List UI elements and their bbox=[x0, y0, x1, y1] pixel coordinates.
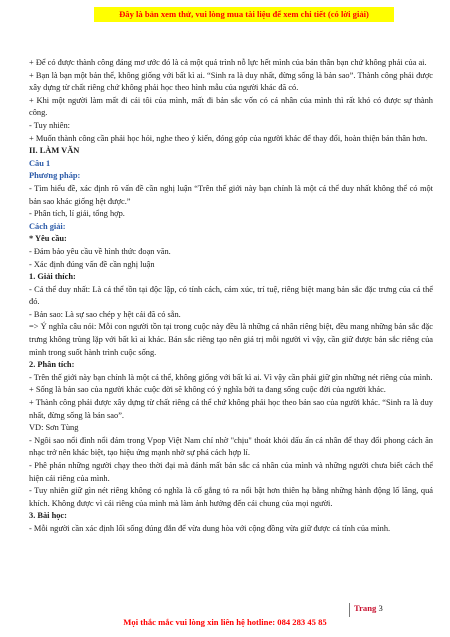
paragraph: Phương pháp: bbox=[29, 171, 81, 181]
paragraph: Câu 1 bbox=[29, 158, 51, 168]
page-label: Trang bbox=[354, 603, 377, 613]
paragraph: - Xác định đúng vấn đề cần nghị luận bbox=[29, 259, 155, 269]
page-number-value: 3 bbox=[378, 603, 383, 613]
paragraph: - Đảm bảo yêu cầu về hình thức đoạn văn. bbox=[29, 246, 171, 256]
paragraph: - Mỗi người cần xác định lối sống đúng đắn để vừa dung hòa với cộng đồng vừa giữ được cá tính của mình. bbox=[29, 523, 391, 533]
preview-banner bbox=[94, 7, 394, 22]
paragraph: + Muốn thành công cần phải học hỏi, nghe theo ý kiến, đóng góp của người khác để thay đổi, hoàn thiện bản thân hơn. bbox=[29, 133, 428, 143]
paragraph: - Phân tích, lí giải, tổng hợp. bbox=[29, 209, 125, 219]
paragraph: 1. Giải thích: bbox=[29, 272, 76, 282]
paragraph: II. LÀM VĂN bbox=[29, 146, 80, 156]
paragraph: * Yêu cầu: bbox=[29, 234, 67, 244]
page-number-divider bbox=[349, 603, 350, 617]
paragraph: - Ngôi sao nổi đình nổi đám trong Vpop Việt Nam chỉ nhờ "chịu" thoát khỏi dấu ấn cá nhân để thay đổi phong cách ăn nhạc trở nên khác biệt, tạo hiệu ứng mạnh nhờ sự phá cách hợp lí. bbox=[29, 435, 433, 458]
document-body bbox=[29, 57, 433, 536]
paragraph: + Khi một người làm mất đi cái tôi của mình, mất đi bản sắc vốn có cá nhân của mình thì rất khó có được sự thành công. bbox=[29, 95, 433, 118]
paragraph: 2. Phân tích: bbox=[29, 360, 75, 370]
page-number bbox=[354, 603, 383, 613]
paragraph: - Tuy nhiên: bbox=[29, 120, 70, 130]
paragraph: - Cá thể duy nhất: Là cá thể tồn tại độc lập, có tính cách, cảm xúc, trí tuệ, riêng biệt mang bản sắc đặc trưng của cá thể đó. bbox=[29, 284, 433, 307]
paragraph: + Để có được thành công đáng mơ ước đó là cả một quá trình nỗ lực hết mình của bản thân bạn chứ không phải của ai. bbox=[29, 58, 427, 67]
paragraph: - Bản sao: Là sự sao chép y hệt cái đã có sẵn. bbox=[29, 309, 181, 319]
paragraph: Cách giải: bbox=[29, 221, 66, 231]
paragraph: - Phê phán những người chạy theo thời đại mà đánh mất bản sắc cá nhân của mình và những người chưa biết cách thể hiện cái riêng của mình. bbox=[29, 461, 433, 483]
paragraph: + Bạn là bạn một bản thể, không giống với bất kì ai. “Sinh ra là duy nhất, đừng sống là bản sao”. Thành công phải được xây dựng từ chất riêng chứ không phải học theo hình mẫu của người khác đã có. bbox=[29, 70, 433, 93]
paragraph: - Trên thế giới này bạn chính là một cá thể, không giống với bất kì ai. Vì vậy cần phải giữ gìn những nét riêng của mình. bbox=[29, 372, 433, 382]
paragraph: + Sống là bản sao của người khác cuộc đời sẽ không có ý nghĩa bởi ta đang sống cuộc đời của người khác. bbox=[29, 385, 386, 395]
paragraph: => Ý nghĩa câu nói: Mỗi con người tồn tại trong cuộc này đều là những cá nhân riêng biệt, đều mang những bản sắc đặc trưng không trùng lặp với bất kì ai khác. Bản sắc riêng tạo nên giá trị mỗi người vì vậy, cần giữ được bản sắc riêng của mình trong suốt hành trình cuộc sống. bbox=[29, 322, 433, 357]
preview-banner-text: Đây là bản xem thử, vui lòng mua tài liệu để xem chi tiết (có lời giải) bbox=[119, 9, 369, 19]
paragraph: + Thành công phải được xây dựng từ chất riêng cá thể chứ không phải học theo bản sao của người khác. “Sinh ra là duy nhất, đừng sống là bản sao”. bbox=[29, 398, 433, 420]
paragraph: 3. Bài học: bbox=[29, 511, 67, 521]
hotline-footer: Mọi thắc mắc vui lòng xin liên hệ hotline: 084 283 45 85 bbox=[123, 617, 327, 627]
paragraph: - Tuy nhiên giữ gìn nét riêng không có nghĩa là cố gắng tỏ ra nổi bật hơn thiên hạ bằng những hành động lố lăng, quá khích. Không được vì cái riêng của mình mà làm ảnh hưởng đến cái chung của mọi người. bbox=[29, 486, 433, 508]
paragraph: VD: Sơn Tùng bbox=[29, 423, 79, 433]
paragraph: - Tìm hiểu đề, xác định rõ vấn đề cần nghị luận “Trên thế giới này bạn chính là một cá thể duy nhất không thể có một bản sao khác giống hệt được.” bbox=[29, 183, 433, 206]
